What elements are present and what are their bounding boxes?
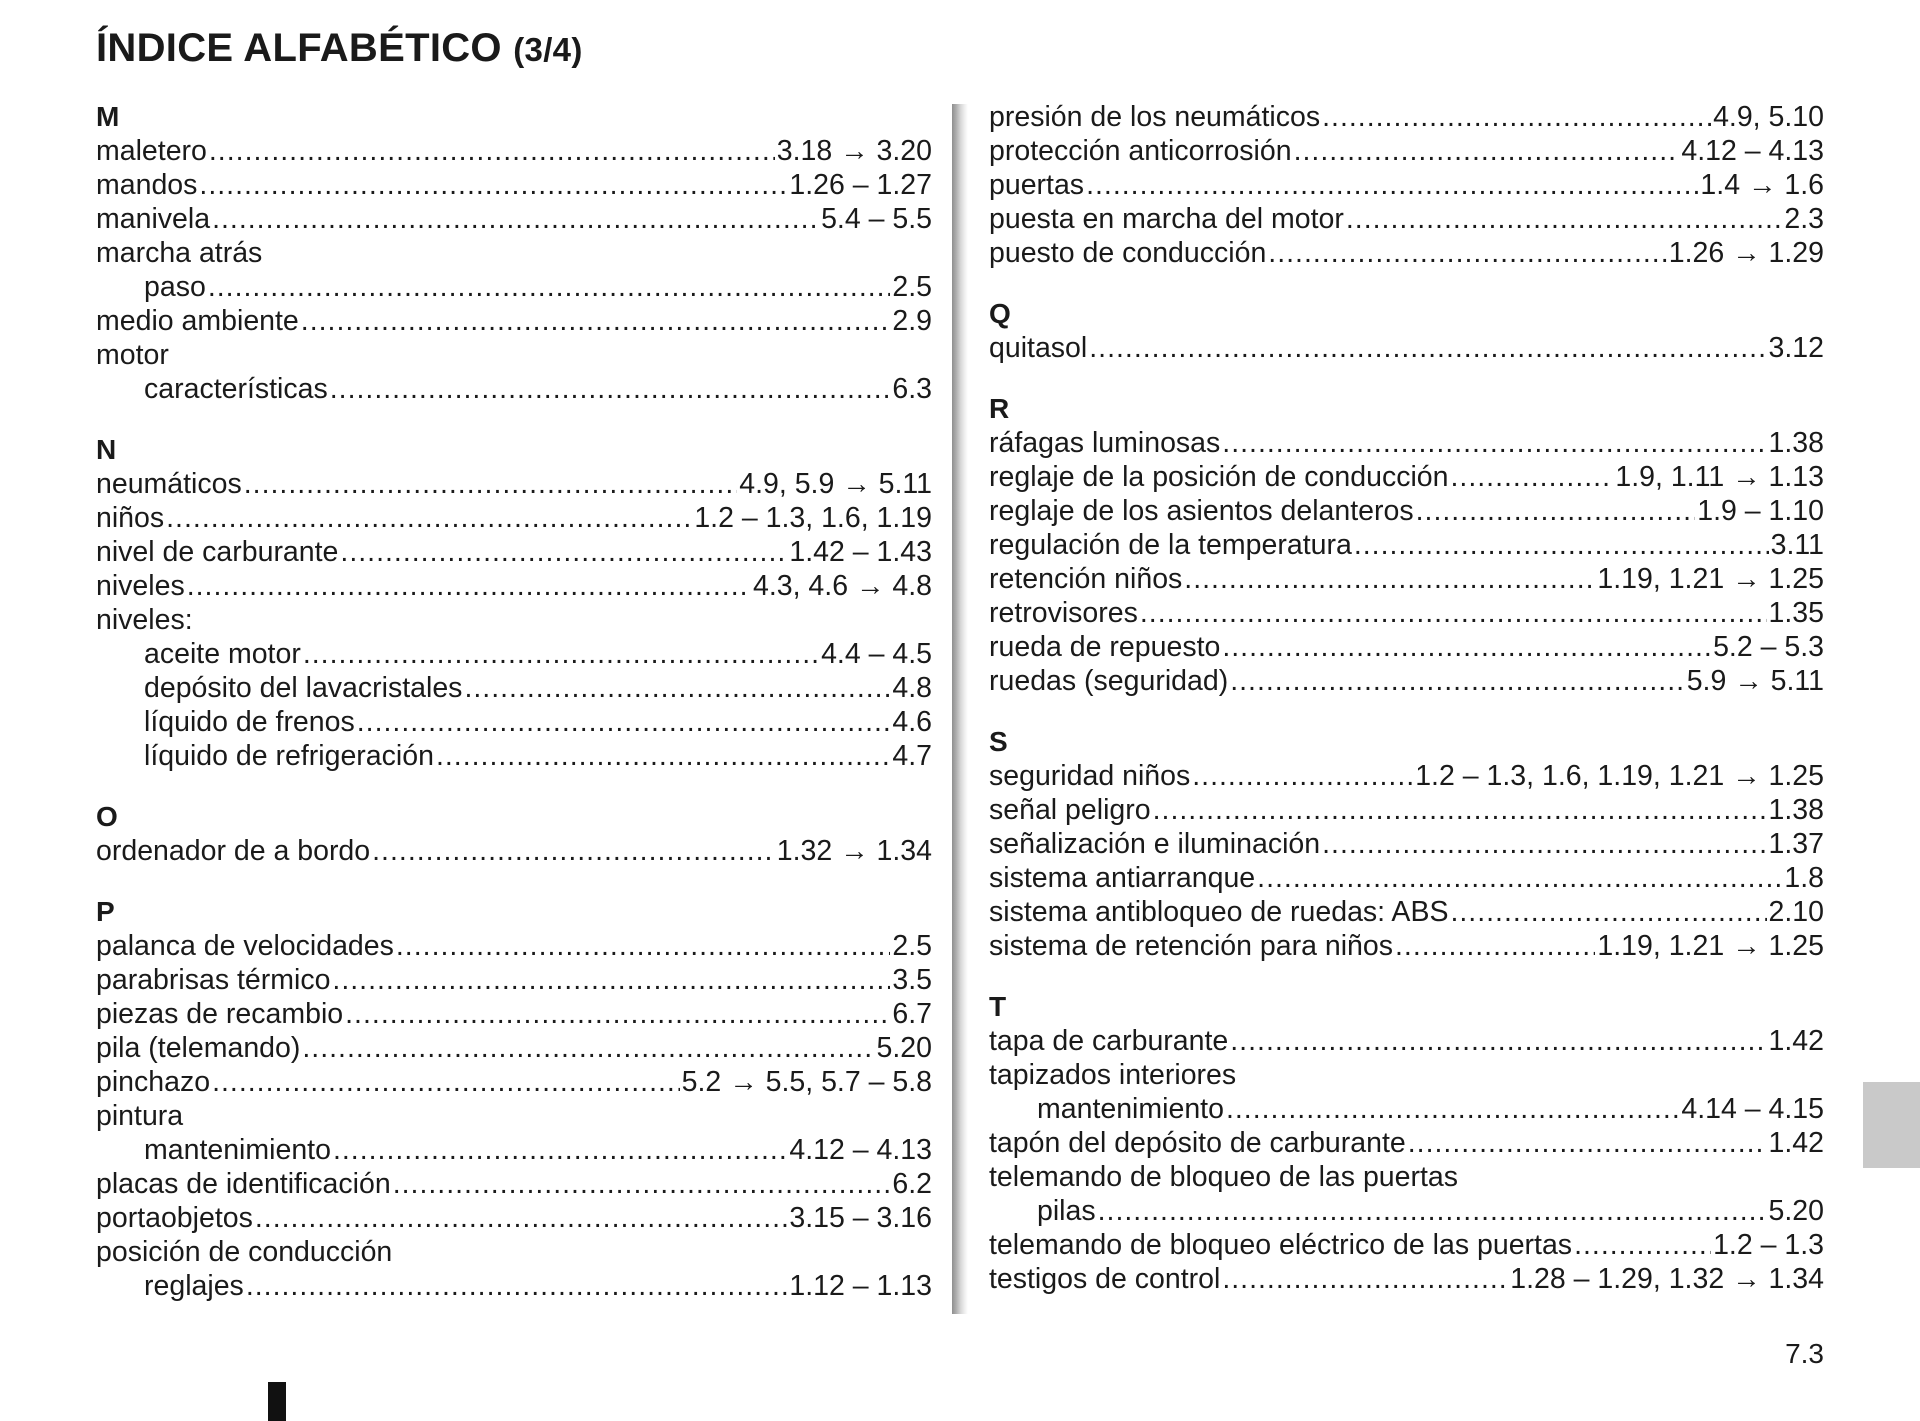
entry-pages: 3.5 [892,964,932,996]
entry-pages: 1.2 – 1.3 [1713,1229,1824,1261]
entry-pages: 6.3 [892,373,932,405]
entry-pages: 2.5 [892,930,932,962]
entry-term: neumáticos [96,468,242,500]
entry-term: mantenimiento [144,1134,331,1166]
entry-pages: 3.18 → 3.20 [776,135,932,167]
index-entry [96,338,932,372]
index-entry [989,202,1824,236]
index-entry [989,562,1824,596]
index-letter: P [96,896,115,927]
index-entry [989,895,1824,929]
entry-term: sistema de retención para niños [989,930,1393,962]
page-number: 7.3 [1785,1338,1824,1369]
dot-leader [393,1167,891,1201]
entry-pages: 5.2 – 5.3 [1713,631,1824,663]
entry-pages: 3.11 [1770,529,1824,561]
dot-leader [1230,664,1684,698]
entry-term: niveles: [96,604,193,636]
entry-pages: 1.42 – 1.43 [789,536,932,568]
entry-term: rueda de repuesto [989,631,1221,663]
entry-term: telemando de bloqueo eléctrico de las puertas [989,1229,1573,1261]
entry-pages: 1.26 → 1.29 [1668,237,1824,269]
dot-leader [1222,426,1766,460]
index-entry [989,630,1824,664]
dot-leader [244,467,737,501]
entry-pages: 5.20 [876,1032,932,1064]
index-entry [96,1201,932,1235]
entry-term: protección anticorrosión [989,135,1292,167]
dot-leader [1222,1262,1508,1296]
dot-leader [1294,134,1680,168]
entry-pages: 1.28 – 1.29, 1.32 → 1.34 [1510,1263,1824,1295]
entry-term: reglajes [144,1270,244,1302]
title-part: (3/4) [513,31,583,68]
entry-pages: 4.14 – 4.15 [1681,1093,1824,1125]
index-letter: R [989,393,1010,424]
dot-leader [1153,793,1767,827]
entry-term: maletero [96,135,207,167]
dot-leader [301,304,891,338]
index-entry [989,1262,1824,1296]
print-mark [268,1382,286,1421]
dot-leader [1192,759,1413,793]
dot-leader [396,929,890,963]
entry-term: quitasol [989,332,1088,364]
entry-term: aceite motor [144,638,301,670]
entry-term: depósito del lavacristales [144,672,463,704]
title-text: ÍNDICE ALFABÉTICO [96,26,502,70]
index-group [96,800,932,868]
entry-term: presión de los neumáticos [989,101,1321,133]
index-subentry [989,1194,1824,1228]
entry-pages: 3.12 [1768,332,1824,364]
index-column-right [989,100,1824,1323]
index-entry [96,467,932,501]
dot-leader [1086,168,1698,202]
entry-pages: 1.19, 1.21 → 1.25 [1597,930,1824,962]
entry-term: seguridad niños [989,760,1191,792]
index-group [989,725,1824,963]
entry-term: tapa de carburante [989,1025,1229,1057]
entry-term: ráfagas luminosas [989,427,1221,459]
entry-pages: 1.12 – 1.13 [789,1270,932,1302]
entry-term: regulación de la temperatura [989,529,1352,561]
index-entry [989,793,1824,827]
entry-pages: 1.26 – 1.27 [789,169,932,201]
index-entry [989,1024,1824,1058]
entry-term: pinchazo [96,1066,211,1098]
index-entry [989,236,1824,270]
dot-leader [1230,1024,1766,1058]
entry-term: mandos [96,169,198,201]
index-subentry [96,705,932,739]
entry-term: reglaje de los asientos delanteros [989,495,1414,527]
entry-term: nivel de carburante [96,536,339,568]
index-subentry [96,739,932,773]
entry-pages: 1.42 [1768,1025,1824,1057]
entry-term: puertas [989,169,1085,201]
dot-leader [332,963,890,997]
entry-pages: 1.37 [1768,828,1824,860]
entry-pages: 1.9, 1.11 → 1.13 [1615,461,1824,493]
entry-pages: 1.8 [1784,862,1824,894]
dot-leader [1222,630,1711,664]
entry-term: líquido de frenos [144,706,355,738]
entry-pages: 1.32 → 1.34 [776,835,932,867]
entry-pages: 4.6 [892,706,932,738]
entry-term: piezas de recambio [96,998,344,1030]
index-letter: Q [989,298,1011,329]
index-entry [96,535,932,569]
dot-leader [1268,236,1666,270]
index-group [989,990,1824,1296]
index-letter: T [989,991,1007,1022]
entry-pages: 1.4 → 1.6 [1700,169,1824,201]
dot-leader [1574,1228,1711,1262]
entry-term: niveles [96,570,185,602]
index-entry [96,134,932,168]
index-letter: N [96,434,117,465]
index-entry [96,1099,932,1133]
entry-pages: 2.5 [892,271,932,303]
index-entry [989,1126,1824,1160]
index-group [989,392,1824,698]
index-group [96,895,932,1303]
dot-leader [212,1065,680,1099]
dot-leader [1322,100,1711,134]
entry-pages: 1.42 [1768,1127,1824,1159]
entry-term: telemando de bloqueo de las puertas [989,1161,1459,1193]
dot-leader [1408,1126,1767,1160]
dot-leader [1416,494,1696,528]
dot-leader [1184,562,1595,596]
entry-pages: 4.4 – 4.5 [821,638,932,670]
index-entry [989,426,1824,460]
dot-leader [302,1031,874,1065]
entry-pages: 2.10 [1768,896,1824,928]
entry-term: posición de conducción [96,1236,393,1268]
dot-leader [208,270,891,304]
index-entry [989,759,1824,793]
dot-leader [187,569,751,603]
dot-leader [1257,861,1782,895]
entry-term: marcha atrás [96,237,263,269]
index-entry [96,1031,932,1065]
entry-pages: 4.7 [892,740,932,772]
entry-term: líquido de refrigeración [144,740,434,772]
index-entry [96,1167,932,1201]
dot-leader [1346,202,1783,236]
dot-leader [1354,528,1769,562]
index-entry [96,963,932,997]
section-tab [1863,1082,1920,1168]
dot-leader [212,202,819,236]
dot-leader [199,168,787,202]
index-entry [96,168,932,202]
entry-pages: 1.2 – 1.3, 1.6, 1.19, 1.21 → 1.25 [1415,760,1824,792]
entry-term: paso [144,271,206,303]
index-letter: M [96,101,120,132]
dot-leader [1450,895,1766,929]
entry-pages: 5.4 – 5.5 [821,203,932,235]
dot-leader [303,637,819,671]
entry-term: puesto de conducción [989,237,1267,269]
index-entry [989,664,1824,698]
dot-leader [1395,929,1595,963]
entry-term: placas de identificación [96,1168,391,1200]
entry-pages: 4.8 [892,672,932,704]
entry-term: pila (telemando) [96,1032,301,1064]
index-column-left [96,100,932,1330]
dot-leader [330,372,891,406]
entry-pages: 5.20 [1768,1195,1824,1227]
entry-term: sistema antiarranque [989,862,1256,894]
dot-leader [1322,827,1766,861]
entry-term: tapizados interiores [989,1059,1237,1091]
index-entry [96,997,932,1031]
entry-term: parabrisas térmico [96,964,331,996]
entry-term: reglaje de la posición de conducción [989,461,1449,493]
page-title [96,26,583,71]
index-entry [96,236,932,270]
entry-term: características [144,373,328,405]
entry-term: manivela [96,203,211,235]
dot-leader [209,134,775,168]
index-subentry [96,637,932,671]
index-group [989,297,1824,365]
entry-pages: 4.12 – 4.13 [1681,135,1824,167]
entry-pages: 1.2 – 1.3, 1.6, 1.19 [694,502,932,534]
entry-term: motor [96,339,169,371]
index-entry [989,929,1824,963]
index-group [96,100,932,406]
entry-term: pilas [1037,1195,1096,1227]
column-divider [952,104,968,1314]
index-entry [989,861,1824,895]
index-entry [989,134,1824,168]
dot-leader [1450,460,1613,494]
index-subentry [96,1269,932,1303]
entry-pages: 2.9 [892,305,932,337]
entry-pages: 1.38 [1768,427,1824,459]
entry-pages: 1.38 [1768,794,1824,826]
entry-pages: 4.3, 4.6 → 4.8 [752,570,932,602]
entry-term: pintura [96,1100,184,1132]
index-subentry [989,1092,1824,1126]
dot-leader [1226,1092,1679,1126]
entry-pages: 5.2 → 5.5, 5.7 – 5.8 [681,1066,932,1098]
entry-pages: 4.9, 5.10 [1713,101,1824,133]
index-entry [96,202,932,236]
index-entry [96,501,932,535]
index-entry [989,460,1824,494]
index-entry [96,1065,932,1099]
entry-term: niños [96,502,165,534]
index-entry [96,834,932,868]
entry-term: ordenador de a bordo [96,835,371,867]
index-entry [96,929,932,963]
dot-leader [340,535,787,569]
entry-pages: 6.2 [892,1168,932,1200]
index-entry [989,1160,1824,1194]
entry-pages: 1.35 [1768,597,1824,629]
dot-leader [255,1201,787,1235]
index-group [989,100,1824,270]
entry-pages: 1.9 – 1.10 [1697,495,1824,527]
entry-term: puesta en marcha del motor [989,203,1344,235]
entry-term: ruedas (seguridad) [989,665,1229,697]
entry-term: portaobjetos [96,1202,253,1234]
index-group [96,433,932,773]
index-letter: O [96,801,118,832]
dot-leader [1098,1194,1767,1228]
dot-leader [246,1269,788,1303]
index-entry [96,569,932,603]
entry-term: tapón del depósito de carburante [989,1127,1406,1159]
dot-leader [436,739,890,773]
entry-pages: 2.3 [1784,203,1824,235]
index-entry [989,168,1824,202]
entry-pages: 6.7 [892,998,932,1030]
dot-leader [1089,331,1766,365]
entry-term: testigos de control [989,1263,1221,1295]
index-subentry [96,270,932,304]
index-entry [989,1228,1824,1262]
index-subentry [96,1133,932,1167]
index-entry [96,304,932,338]
index-entry [96,1235,932,1269]
dot-leader [372,834,775,868]
entry-term: medio ambiente [96,305,299,337]
entry-term: sistema antibloqueo de ruedas: ABS [989,896,1449,928]
dot-leader [345,997,890,1031]
dot-leader [1140,596,1767,630]
entry-pages: 4.9, 5.9 → 5.11 [739,468,932,500]
index-letter: S [989,726,1008,757]
index-entry [989,1058,1824,1092]
entry-term: retrovisores [989,597,1138,629]
entry-term: mantenimiento [1037,1093,1224,1125]
index-entry [989,528,1824,562]
entry-pages: 5.9 → 5.11 [1686,665,1824,697]
entry-term: palanca de velocidades [96,930,394,962]
dot-leader [333,1133,787,1167]
entry-pages: 1.19, 1.21 → 1.25 [1597,563,1824,595]
index-entry [989,494,1824,528]
index-entry [989,100,1824,134]
index-entry [989,596,1824,630]
dot-leader [357,705,891,739]
entry-term: señalización e iluminación [989,828,1321,860]
index-entry [989,827,1824,861]
index-subentry [96,671,932,705]
index-subentry [96,372,932,406]
entry-term: señal peligro [989,794,1151,826]
index-entry [989,331,1824,365]
entry-pages: 3.15 – 3.16 [789,1202,932,1234]
index-entry [96,603,932,637]
dot-leader [464,671,890,705]
entry-term: retención niños [989,563,1183,595]
dot-leader [166,501,692,535]
entry-pages: 4.12 – 4.13 [789,1134,932,1166]
